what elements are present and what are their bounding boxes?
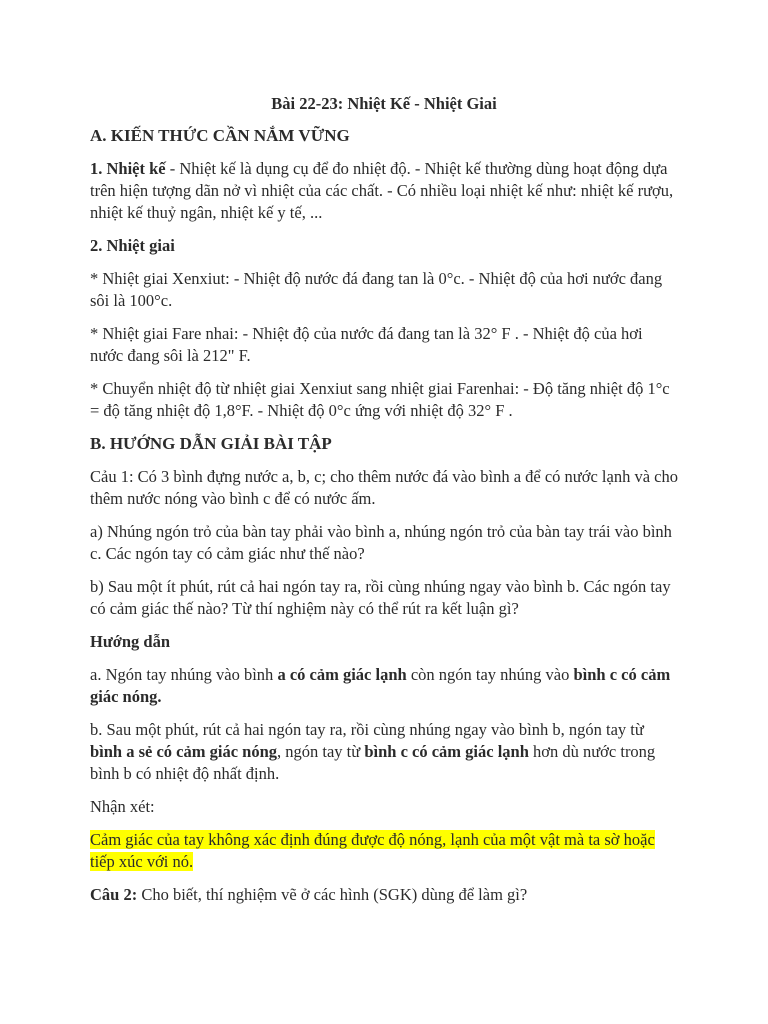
paragraph-thermometer bbox=[90, 158, 678, 224]
paragraph-celsius: * Nhiệt giai Xenxiut: - Nhiệt độ nước đá đang tan là 0°c. - Nhiệt độ của hơi nước đang sôi là 100°c. bbox=[90, 269, 663, 310]
thermometer-label: 1. Nhiệt kế bbox=[90, 159, 166, 178]
temperature-scale-heading: 2. Nhiệt giai bbox=[90, 236, 175, 255]
answer-b: b. Sau một phút, rút cả hai ngón tay ra, rồi cùng nhúng ngay vào bình b, ngón tay từ bình a sẻ có cảm giác nóng, ngón tay từ bình c có cảm giác lạnh hơn dù nước trong bình b có nhiệt độ nhất định. bbox=[90, 720, 656, 783]
question-1: Cảu 1: Có 3 bình đựng nước a, b, c; cho thêm nước đá vào bình a để có nước lạnh và cho thêm nước nóng vào bình c để có nước ấm. bbox=[90, 467, 678, 508]
highlighted-remark-text: Cảm giác của tay không xác định đúng được độ nóng, lạnh của một vật mà ta sờ hoặc tiếp xúc với nó. bbox=[90, 830, 655, 871]
remark-label: Nhận xét: bbox=[90, 797, 155, 816]
section-b-heading: B. HƯỚNG DẪN GIẢI BÀI TẬP bbox=[90, 434, 332, 453]
paragraph-conversion: * Chuyển nhiệt độ từ nhiệt giai Xenxiut sang nhiệt giai Farenhai: - Độ tăng nhiệt độ 1°c = độ tăng nhiệt độ 1,8°F. - Nhiệt độ 0°c ứng với nhiệt độ 32° F . bbox=[90, 379, 670, 420]
question-1a: a) Nhúng ngón trỏ của bàn tay phải vào bình a, nhúng ngón trỏ của bàn tay trái vào bình c. Các ngón tay có cảm giác như thế nào? bbox=[90, 522, 672, 563]
remark-highlight bbox=[90, 829, 678, 873]
question-2-label: Câu 2: bbox=[90, 885, 138, 904]
document-title: Bài 22-23: Nhiệt Kế - Nhiệt Giai bbox=[271, 94, 497, 113]
question-2 bbox=[90, 884, 678, 906]
thermometer-text: - Nhiệt kế là dụng cụ để đo nhiệt độ. - Nhiệt kế thường dùng hoạt động dựa trên hiện tượng dãn nở vì nhiệt của các chất. - Có nhiều loại nhiệt kế như: nhiệt kế rượu, nhiệt kế thuỷ ngân, nhiệt kế y tế, ... bbox=[90, 159, 674, 222]
section-a-heading: A. KIẾN THỨC CẦN NẮM VỮNG bbox=[90, 126, 350, 145]
guide-heading: Hướng dẫn bbox=[90, 632, 171, 651]
paragraph-fahrenheit: * Nhiệt giai Fare nhai: - Nhiệt độ của nước đá đang tan là 32° F . - Nhiệt độ của hơi nước đang sôi là 212" F. bbox=[90, 324, 643, 365]
question-1b: b) Sau một ít phút, rút cả hai ngón tay ra, rồi cùng nhúng ngay vào bình b. Các ngón tay có cảm giác thế nào? Từ thí nghiệm này có thể rút ra kết luận gì? bbox=[90, 577, 671, 618]
answer-a: a. Ngón tay nhúng vào bình a có cảm giác lạnh còn ngón tay nhúng vào bình c có cảm giác nóng. bbox=[90, 665, 671, 706]
question-2-text: Cho biết, thí nghiệm vẽ ở các hình (SGK) dùng để làm gì? bbox=[137, 885, 528, 904]
